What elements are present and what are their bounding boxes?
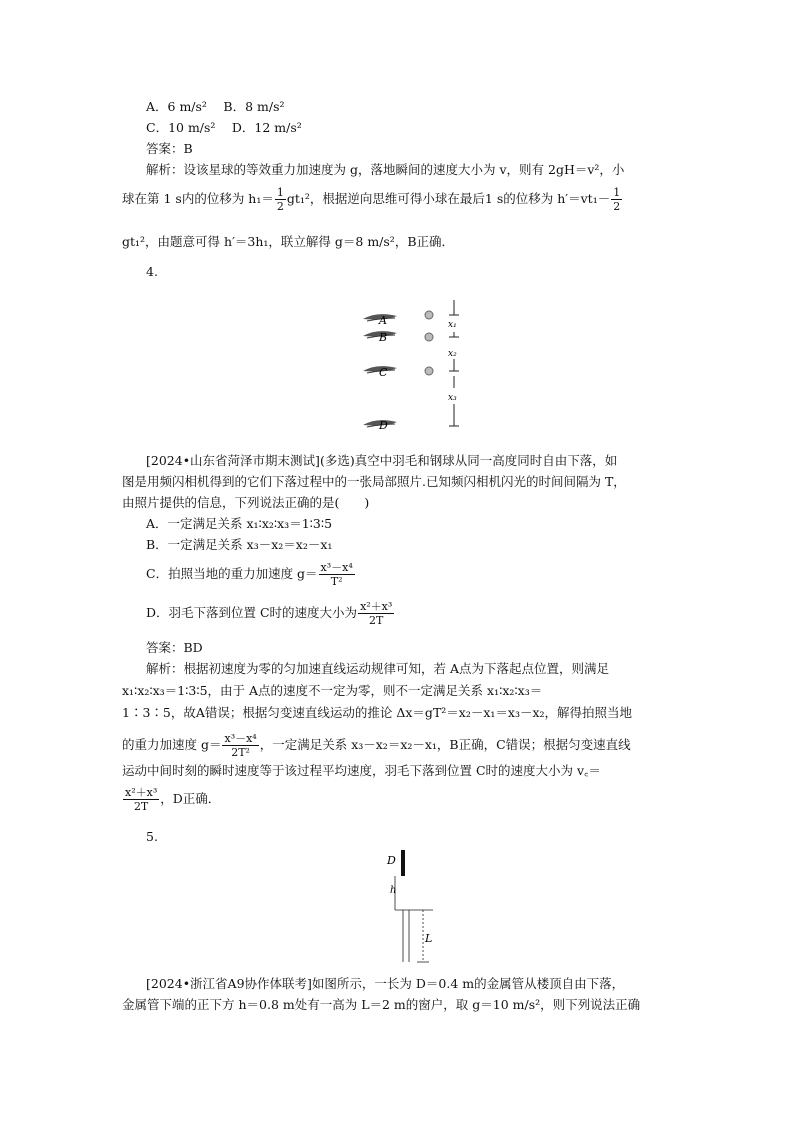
q3-explanation-line2 [122,186,623,213]
q4-explanation-line2: x₁∶x₂∶x₃＝1∶3∶5，由于 A点的速度不一定为零，则不一定满足关系 x₁∶x₂∶x₃＝ [122,683,543,698]
q4-figure [355,296,475,432]
q3-half-num-2: 1 [613,186,621,199]
q4-option-d-text: D．羽毛下落到位置 C时的速度大小为 [146,605,358,620]
q5-figure [385,846,445,964]
q4-explanation-line6 [122,786,220,813]
q4-option-d [146,600,395,627]
distance-markers [449,300,459,426]
q4-option-a: A．一定满足关系 x₁∶x₂∶x₃＝1∶3∶5 [146,516,333,531]
q3-answer: 答案：B [146,141,193,156]
q3-explanation-line1: 解析：设该星球的等效重力加速度为 g，落地瞬间的速度大小为 v，则有 2gH＝v²，小 [146,162,625,177]
label-l: L [425,932,433,945]
ball-b [425,333,433,341]
q4-exp4-text: 的重力加速度 g＝ [122,737,222,752]
q3-half-fraction-2 [611,186,622,213]
q3-options-cd: C．10 m/s² D．12 m/s² [146,120,302,135]
q4-exp6-num: x²＋x³ [125,786,158,799]
q4-exp4-post: ，一定满足关系 x₃－x₂＝x₂－x₁，B正确，C错误；根据匀变速直线 [259,737,631,752]
q3-half-fraction [275,186,286,213]
q4-stem-line2: 图是用频闪相机得到的它们下落过程中的一张局部照片.已知频闪相机闪光的时间间隔为 T， [122,474,626,489]
q4-exp6-fraction [123,786,159,813]
q4-option-d-den: 2T [369,614,384,627]
q4-option-c [146,561,356,588]
label-x3: x₃ [448,393,457,403]
label-x1: x₁ [448,320,457,330]
q4-number: 4. [146,264,158,279]
label-x2: x₂ [448,349,457,359]
ball-a [425,311,433,319]
q4-explanation-line3: 1∶3∶5，故A错误；根据匀变速直线运动的推论 Δx＝gT²＝x₂－x₁＝x₃－x₂，解得拍照当地 [122,705,633,720]
q3-exp2-b: gt₁²，根据逆向思维可得小球在最后1 s的位移为 h′＝vt₁－ [286,191,611,206]
dimension-lines [395,876,433,962]
q4-stem-line1: [2024•山东省菏泽市期末测试](多选)真空中羽毛和钢球从同一高度同时自由下落，如 [146,453,618,468]
q4-option-c-fraction [319,561,355,588]
q3-options-ab: A．6 m/s² B．8 m/s² [146,99,285,114]
q4-answer: 答案：BD [146,640,203,655]
ball-c [425,367,433,375]
label-h: h [390,885,397,896]
q4-exp6-post: ，D正确． [160,791,221,806]
q4-stem-line3: 由照片提供的信息，下列说法正确的是( ) [122,495,370,510]
q4-option-c-num: x³－x⁴ [320,561,353,574]
q4-option-d-num: x²＋x³ [360,600,393,613]
label-a: A [379,314,387,327]
q4-explanation-line5: 运动中间时刻的瞬时速度等于该过程平均速度，羽毛下落到位置 C时的速度大小为 v꜀＝ [122,763,601,778]
metal-pipe [401,850,405,876]
label-d: D [379,419,388,432]
q4-exp6-den: 2T [133,800,149,813]
q3-half-num: 1 [276,186,284,199]
q5-number: 5. [146,829,158,844]
label-d: D [387,854,396,867]
q5-stem-line1: [2024•浙江省A9协作体联考]如图所示，一长为 D＝0.4 m的金属管从楼顶自由下落， [146,976,625,991]
q4-exp4-fraction [222,732,258,759]
label-c: C [379,366,388,379]
q3-half-den-2: 2 [613,200,621,213]
q5-stem-line2: 金属管下端的正下方 h＝0.8 m处有一高为 L＝2 m的窗户，取 g＝10 m/s²，则下列说法正确 [122,997,641,1012]
q4-exp4-num: x³－x⁴ [224,732,257,745]
label-b: B [379,331,388,344]
q4-explanation-line1: 解析：根据初速度为零的匀加速直线运动规律可知，若 A点为下落起点位置，则满足 [146,661,610,676]
q3-half-den: 2 [276,200,284,213]
q4-option-c-den: T² [330,575,343,588]
q4-explanation-line4 [122,732,631,759]
q4-option-c-text: C．拍照当地的重力加速度 g＝ [146,566,318,581]
q3-explanation-line3: gt₁²，由题意可得 h′＝3h₁，联立解得 g＝8 m/s²，B正确． [122,234,455,249]
q4-option-b: B．一定满足关系 x₃－x₂＝x₂－x₁ [146,537,333,552]
q4-exp4-den: 2T² [231,746,250,759]
q4-option-d-fraction [358,600,394,627]
q3-exp2-a: 球在第 1 s内的位移为 h₁＝ [122,191,274,206]
